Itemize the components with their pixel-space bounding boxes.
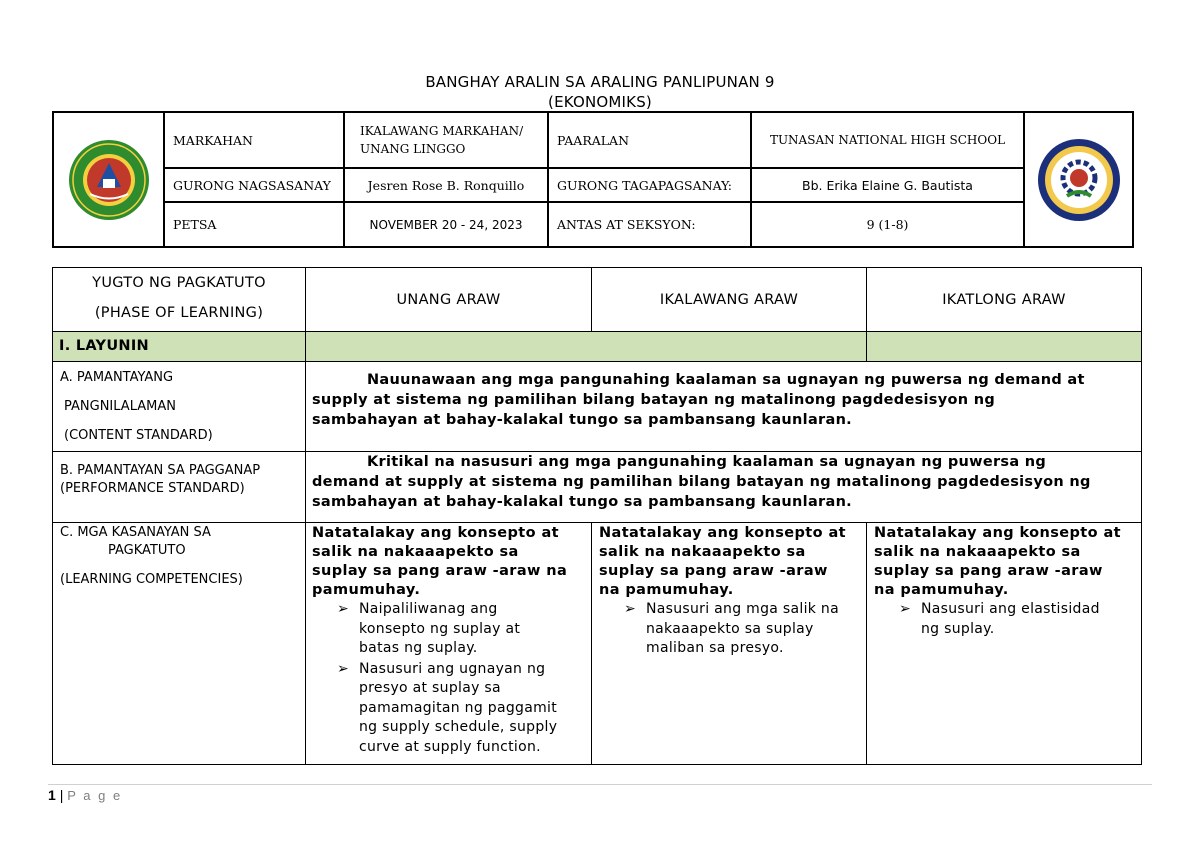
markahan-value-line-1: IKALAWANG MARKAHAN/	[360, 124, 524, 138]
day2-bullet-1-line-2: nakaaapekto sa suplay	[646, 620, 814, 637]
content-standard-label-1: A. PAMANTAYANG	[60, 370, 174, 385]
arrow-bullet-icon: ➢	[624, 601, 637, 617]
day1-bullet-2-line-2: presyo at suplay sa	[359, 680, 501, 696]
day3-competency-heading	[874, 524, 1140, 600]
day1-heading-line-4: pamumuhay.	[312, 582, 421, 598]
content-standard-line-3: sambahayan at bahay-kalakal tungo sa pambansang kaunlaran.	[312, 412, 852, 428]
arrow-bullet-icon: ➢	[899, 601, 912, 617]
day1-bullet-2-line-5: curve at supply function.	[359, 738, 541, 755]
phase-header-line-1: YUGTO NG PAGKATUTO	[92, 275, 266, 291]
markahan-value-line-2: UNANG LINGGO	[360, 142, 466, 156]
day2-bullet-1	[624, 600, 865, 659]
page-separator: |	[59, 787, 64, 803]
day2-competency-heading	[599, 524, 865, 600]
performance-standard-text	[312, 452, 1138, 512]
performance-standard-line-3: sambahayan at bahay-kalakal tungo sa pambansang kaunlaran.	[312, 494, 852, 510]
page-label: P a g e	[67, 788, 123, 803]
content-standard-label	[60, 363, 305, 450]
day3-header: IKATLONG ARAW	[942, 291, 1066, 308]
markahan-value	[360, 117, 545, 163]
day2-competencies	[599, 524, 865, 659]
day3-heading-line-3: suplay sa pang araw -araw	[874, 563, 1103, 579]
day2-heading-line-3: suplay sa pang araw -araw	[599, 563, 828, 579]
day2-header: IKALAWANG ARAW	[659, 291, 799, 308]
guro-label: GURONG NAGSASANAY	[173, 177, 331, 193]
day1-bullet-2	[337, 660, 590, 758]
header-info-table	[52, 111, 1134, 248]
day3-bullet-1-line-1: Nasusuri ang elastisidad	[921, 601, 1100, 617]
day1-bullet-2-line-3: pamamagitan ng paggamit	[359, 699, 558, 716]
paaralan-value: TUNASAN NATIONAL HIGH SCHOOL	[769, 133, 1006, 147]
antas-label: ANTAS AT SEKSYON:	[557, 217, 696, 232]
content-standard-label-3: (CONTENT STANDARD)	[64, 428, 213, 443]
day1-competency-heading	[312, 524, 590, 600]
phase-header-line-2: (PHASE OF LEARNING)	[94, 305, 264, 321]
document-title: BANGHAY ARALIN SA ARALING PANLIPUNAN 9	[425, 73, 775, 91]
day2-bullet-1-line-1: Nasusuri ang mga salik na	[646, 601, 839, 617]
day1-bullet-1-line-1: Naipaliliwanag ang	[359, 601, 498, 617]
section-layunin: I. LAYUNIN	[59, 338, 149, 354]
day3-heading-line-1: Natatalakay ang konsepto at	[874, 525, 1121, 541]
day3-competencies	[874, 524, 1140, 639]
phase-header	[53, 268, 305, 331]
page-number: 1	[48, 787, 56, 803]
day3-bullet-1-line-2: ng suplay.	[921, 620, 995, 637]
day1-bullet-1-line-3: batas ng suplay.	[359, 640, 478, 656]
content-standard-text	[312, 370, 1138, 430]
day2-heading-line-4: na pamumuhay.	[599, 582, 734, 598]
right-school-seal	[1025, 113, 1132, 246]
day3-heading-line-4: na pamumuhay.	[874, 582, 1009, 598]
day1-header: UNANG ARAW	[396, 291, 501, 308]
content-standard-line-1: Nauunawaan ang mga pangunahing kaalaman sa ugnayan ng puwersa ng demand at	[367, 372, 1085, 388]
markahan-label: MARKAHAN	[173, 132, 253, 148]
day1-bullet-2-line-4: ng supply schedule, supply	[359, 719, 558, 735]
day1-competencies	[312, 524, 590, 757]
competencies-label-3: (LEARNING COMPETENCIES)	[60, 572, 243, 587]
performance-standard-line-2: demand at supply at sistema ng pamilihan bilang batayan ng matalinong pagdedesisyon ng	[312, 474, 1091, 490]
tagapagsanay-value: Bb. Erika Elaine G. Bautista	[802, 177, 973, 193]
arrow-bullet-icon: ➢	[337, 601, 350, 617]
left-school-seal	[54, 113, 163, 246]
performance-standard-label-1: B. PAMANTAYAN SA PAGGANAP	[60, 463, 261, 478]
content-standard-line-2: supply at sistema ng pamilihan bilang batayan ng matalinong pagdedesisyon ng	[312, 392, 996, 408]
day1-heading-line-2: salik na nakaaapekto sa	[312, 544, 519, 560]
day2-bullet-1-line-3: maliban sa presyo.	[646, 640, 784, 656]
tagapagsanay-label: GURONG TAGAPAGSANAY:	[557, 177, 733, 193]
tnhs-seal-icon	[1037, 138, 1121, 222]
day3-bullet-1	[899, 600, 1140, 639]
performance-standard-line-1: Kritikal na nasusuri ang mga pangunahing kaalaman sa ugnayan ng puwersa ng	[367, 454, 1047, 470]
arrow-bullet-icon: ➢	[337, 660, 350, 677]
performance-standard-label	[60, 462, 305, 498]
petsa-label: PETSA	[173, 217, 217, 232]
footer-rule	[48, 784, 1152, 785]
competencies-label-1: C. MGA KASANAYAN SA	[60, 525, 211, 540]
day1-bullet-2-line-1: Nasusuri ang ugnayan ng	[359, 660, 546, 677]
day3-heading-line-2: salik na nakaaapekto sa	[874, 544, 1081, 560]
day2-heading-line-2: salik na nakaaapekto sa	[599, 544, 806, 560]
petsa-value: NOVEMBER 20 - 24, 2023	[369, 217, 523, 232]
content-standard-label-2: PANGNILALAMAN	[64, 399, 176, 414]
day1-heading-line-1: Natatalakay ang konsepto at	[312, 525, 559, 541]
competencies-label	[60, 524, 305, 589]
day1-bullet-1-line-2: konsepto ng suplay at	[359, 620, 521, 637]
paaralan-label: PAARALAN	[557, 132, 630, 148]
performance-standard-label-2: (PERFORMANCE STANDARD)	[60, 481, 245, 496]
competencies-label-2: PAGKATUTO	[108, 543, 186, 558]
day1-heading-line-3: suplay sa pang araw -araw na	[312, 563, 568, 579]
day1-bullet-1	[337, 600, 590, 659]
lesson-plan-table	[52, 267, 1142, 765]
document-subtitle: (EKONOMIKS)	[548, 93, 652, 111]
page-footer	[48, 787, 122, 803]
guro-value: Jesren Rose B. Ronquillo	[367, 177, 525, 193]
antas-value: 9 (1-8)	[866, 217, 909, 232]
plm-seal-icon	[68, 139, 150, 221]
day2-heading-line-1: Natatalakay ang konsepto at	[599, 525, 846, 541]
